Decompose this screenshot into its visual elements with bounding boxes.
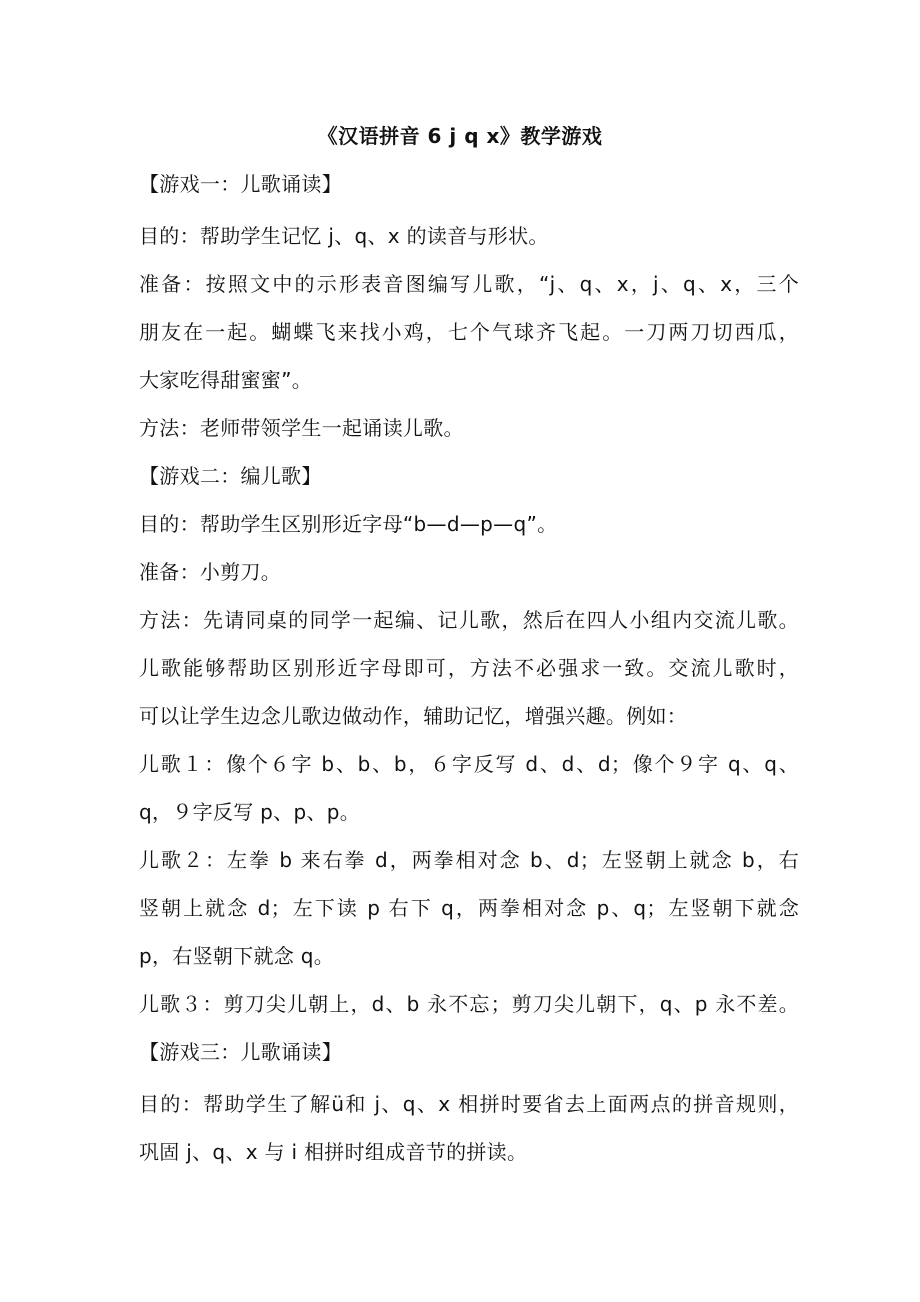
section-heading-game-one: 【游戏一：儿歌诵读】 — [139, 172, 342, 196]
rhyme-line: 竖朝上就念 d；左下读 p 右下 q，两拳相对念 p、q；左竖朝下就念 — [139, 896, 799, 920]
paragraph-line: 大家吃得甜蜜蜜”。 — [139, 368, 313, 392]
rhyme-line: 儿歌３：剪刀尖儿朝上，d、b 永不忘；剪刀尖儿朝下，q、p 永不差。 — [139, 992, 799, 1016]
paragraph-line: 方法：老师带领学生一起诵读儿歌。 — [139, 416, 464, 440]
document-title: 《汉语拼音 6 j q x》教学游戏 — [317, 124, 603, 148]
rhyme-line: 儿歌１：像个６字 b、b、b，６字反写 d、d、d；像个９字 q、q、 — [139, 752, 799, 776]
paragraph-line: 巩固 j、q、x 与 i 相拼时组成音节的拼读。 — [139, 1140, 528, 1164]
paragraph-line: 目的：帮助学生记忆 j、q、x 的读音与形状。 — [139, 224, 549, 248]
paragraph-line: 准备：小剪刀。 — [139, 560, 282, 584]
rhyme-line: q，９字反写 p、p、p。 — [139, 800, 361, 824]
paragraph-line: 目的：帮助学生区别形近字母“b—d—p—q”。 — [139, 512, 558, 536]
paragraph-line: 方法：先请同桌的同学一起编、记儿歌，然后在四人小组内交流儿歌。 — [139, 608, 799, 632]
rhyme-line: p，右竖朝下就念 q。 — [139, 944, 335, 968]
paragraph-line: 目的：帮助学生了解ü和 j、q、x 相拼时要省去上面两点的拼音规则， — [139, 1092, 799, 1116]
paragraph-line: 儿歌能够帮助区别形近字母即可，方法不必强求一致。交流儿歌时， — [139, 656, 799, 680]
paragraph-line: 准备：按照文中的示形表音图编写儿歌，“j、q、x，j、q、x，三个 — [139, 272, 799, 296]
section-heading-game-three: 【游戏三：儿歌诵读】 — [139, 1040, 342, 1064]
section-heading-game-two: 【游戏二：编儿歌】 — [139, 464, 322, 488]
paragraph-line: 可以让学生边念儿歌边做动作，辅助记忆，增强兴趣。例如： — [139, 704, 688, 728]
paragraph-line: 朋友在一起。蝴蝶飞来找小鸡，七个气球齐飞起。一刀两刀切西瓜， — [139, 320, 799, 344]
rhyme-line: 儿歌２：左拳 b 来右拳 d，两拳相对念 b、d；左竖朝上就念 b，右 — [139, 848, 799, 872]
